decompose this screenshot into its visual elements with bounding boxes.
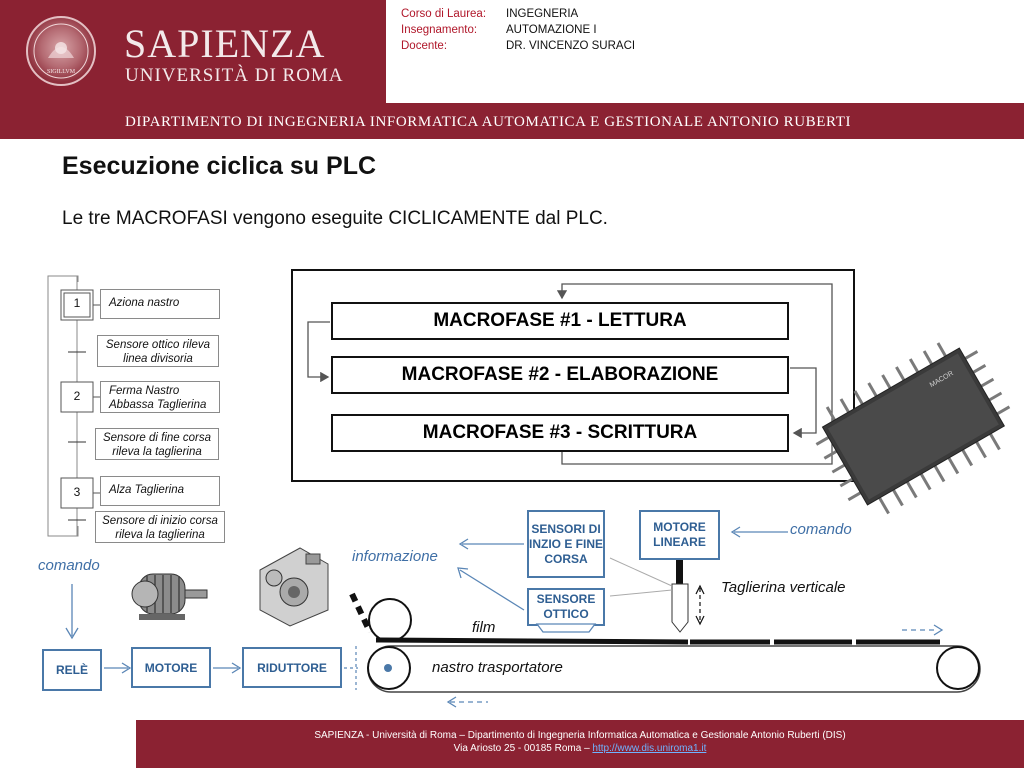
grafcet-transition-2: Sensore di fine corsa rileva la taglierina <box>95 428 219 460</box>
electric-motor-icon <box>125 560 215 630</box>
grafcet-action-3: Alza Taglierina <box>100 476 220 506</box>
motore-lineare-box: MOTORE LINEARE <box>639 510 720 560</box>
course-info-row <box>401 22 635 38</box>
macrofase-lettura: MACROFASE #1 - LETTURA <box>331 302 789 340</box>
nastro-label: nastro trasportatore <box>432 659 563 676</box>
slide-subtitle: Le tre MACROFASI vengono eseguite CICLICAMENTE dal PLC. <box>62 208 608 229</box>
info-label: Insegnamento: <box>401 24 478 36</box>
comando-label-left: comando <box>38 557 100 574</box>
course-info <box>401 6 635 54</box>
riduttore-box: RIDUTTORE <box>242 647 342 688</box>
grafcet-action-2: Ferma Nastro Abbassa Taglierina <box>100 381 220 413</box>
informazione-arrows <box>450 530 530 620</box>
motore-box: MOTORE <box>131 647 211 688</box>
rele-box: RELÈ <box>42 649 102 691</box>
footer-address: Via Ariosto 25 - 00185 Roma – <box>453 743 590 754</box>
sensori-fine-corsa-box: SENSORI DI INZIO E FINE CORSA <box>527 510 605 578</box>
university-subtitle: UNIVERSITÀ DI ROMA <box>125 65 344 86</box>
grafcet-step-1: 1 <box>73 296 81 310</box>
info-label: Docente: <box>401 40 448 52</box>
grafcet-action-1: Aziona nastro <box>100 289 220 319</box>
svg-text:MACOR: MACOR <box>928 369 955 390</box>
info-label: Corso di Laurea: <box>401 8 487 20</box>
plc-chip-icon <box>808 330 1024 520</box>
grafcet-step-3: 3 <box>73 485 81 499</box>
informazione-label: informazione <box>352 548 438 565</box>
svg-text:SIGILLVM: SIGILLVM <box>46 69 76 75</box>
taglierina-icon <box>600 556 720 646</box>
course-info-row <box>401 38 635 54</box>
slide-title: Esecuzione ciclica su PLC <box>62 152 377 180</box>
info-value: DR. VINCENZO SURACI <box>506 40 636 52</box>
info-value: INGEGNERIA <box>506 8 579 20</box>
footer-line-1: SAPIENZA - Università di Roma – Dipartimento di Ingegneria Informatica Automatica e Gestionale Antonio Ruberti (DIS) <box>314 730 846 741</box>
university-seal-icon <box>26 16 96 86</box>
grafcet-transition-1: Sensore ottico rileva linea divisoria <box>97 335 219 367</box>
grafcet-transition-3: Sensore di inizio corsa rileva la taglierina <box>95 511 225 543</box>
macrofase-elaborazione: MACROFASE #2 - ELABORAZIONE <box>331 356 789 394</box>
info-value: AUTOMAZIONE I <box>506 24 597 36</box>
sensore-ottico-box: SENSORE OTTICO <box>527 588 605 626</box>
film-label: film <box>472 619 496 636</box>
footer-link[interactable]: http://www.dis.uniroma1.it <box>592 743 707 754</box>
grafcet-step-2: 2 <box>73 389 81 403</box>
comando-label-right: comando <box>790 521 852 538</box>
taglierina-label: Taglierina verticale <box>721 579 846 596</box>
comando-arrow-left <box>728 522 790 542</box>
gear-reducer-icon <box>250 540 335 630</box>
macrofase-scrittura: MACROFASE #3 - SCRITTURA <box>331 414 789 452</box>
footer-line-2 <box>136 742 1024 755</box>
course-info-row <box>401 6 635 22</box>
optical-sensor-lens-icon <box>533 622 599 634</box>
comando-arrow-down <box>60 582 84 642</box>
chain-arrows <box>100 655 360 685</box>
university-name: SAPIENZA <box>124 21 326 66</box>
footer <box>136 720 1024 768</box>
department-name: DIPARTIMENTO DI INGEGNERIA INFORMATICA AUTOMATICA E GESTIONALE ANTONIO RUBERTI <box>125 114 852 130</box>
grafcet-diagram <box>40 270 100 542</box>
